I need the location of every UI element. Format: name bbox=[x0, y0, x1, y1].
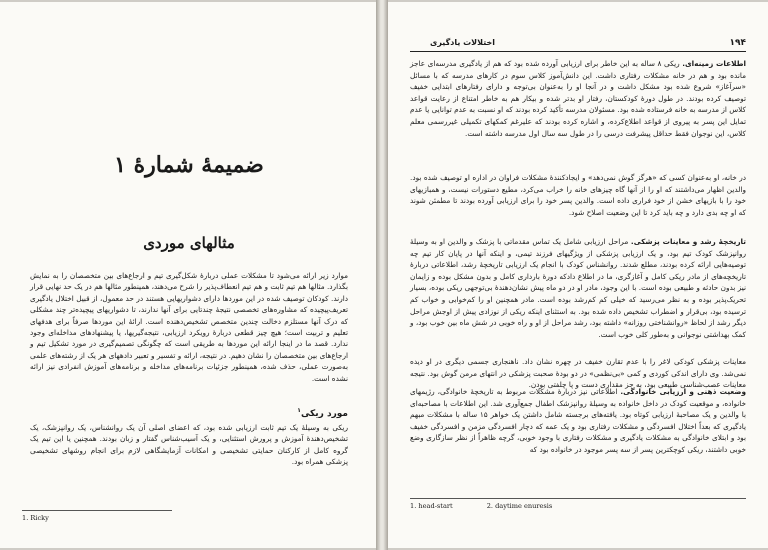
case-paragraph: ریکی به وسیلهٔ یک تیم ثابت ارزیابی شده بود، که اعضای اصلی آن یک روانشناس، یک روانپزشک، یک تشخیص‌دهندهٔ آموزش و پرورش استثنایی، و یک آسیب‌شناس گفتار و زبان بودند. همچنین یا این تیم یک گروه کامل از کارکنان حمایتی تشخیصی و امکانات آزمایشگاهی لازم برای انجام روشهای تشخیصی پزشکی همراه بود. bbox=[30, 423, 348, 467]
family-lead: وضعیت ذهنی و ارزیابی خانوادگی. bbox=[620, 387, 747, 396]
section-title: مثالهای موردی bbox=[143, 234, 235, 252]
case-heading-text: مورد ریکی bbox=[300, 409, 348, 419]
home-paragraph: در خانه، او به‌عنوان کسی که «هرگز گوش نمی‌دهد» و ایجادکنندهٔ مشکلات فراوان در اداره او توصیف شده بود. والدین اظهار می‌داشتند که او را از آنها گاه چیزهای خانه را خراب می‌کرد، مطیع دستورات نیست، و همبازیهای خود را با بازیهای خشن از خود فراری داده است. والدین پسر خود را برای ارزیابی آورده بودند تا مطمئن شوند که او چه بدی دارد و چه باید کرد تا این وضعیت اصلاح شود. bbox=[410, 173, 746, 217]
development-paragraph bbox=[410, 236, 746, 340]
footnote-2: 2. daytime enuresis bbox=[486, 502, 553, 510]
right-page bbox=[388, 2, 768, 548]
footnote-left: 1. Ricky bbox=[22, 510, 172, 522]
family-paragraph bbox=[410, 386, 746, 456]
running-head bbox=[410, 38, 746, 52]
book-gutter bbox=[376, 0, 388, 550]
background-paragraph bbox=[410, 58, 746, 139]
intro-paragraph: موارد زیر ارائه می‌شود تا مشکلات عملی دربارهٔ شکل‌گیری تیم و ارجاع‌های بین متخصصان را به نمایش بگذارد. مثالها هم تیم ثابت و هم تیم انعطاف‌پذیر را شرح می‌دهند، همینطور مثالها هم در یک حد نهایی قرار دارند. کودکان توصیف شده در این موردها دارای دشواریهایی هستند در حد معمول، از قبیل اختلال یادگیری تعریف‌پیچیده که مشاوره‌های تخصصی نتیجهٔ چندتایی برای آنها ندارند، تا دشواریهای پیچیده‌تر چند مشکلی که درک آنها مستلزم دخالت چندین متخصص تشخیص‌دهنده است. ارائهٔ این موردها صرفاً برای هدفهای تعلیم و تربیت است؛ هیچ چیز قطعی دربارهٔ رویکرد ارزیابی، نتیجه‌گیریها، یا پیشنهادهای مداخله‌ای وجود ندارد. قصد ما در اینجا ارائه این موردها به طریقی است که چگونگی تصمیم‌گیری در مورد تشکیل تیم و ارجاع‌های بین متخصصان را نشان دهیم. در نتیجه، ارائه و تفسیر و تعبیر دادههای هر یک از رشته‌های علمی به‌صورت عملی، حذف شده، همینطور جزئیات برنامه‌های مداخله و برنامه‌های آموزش انفرادی نیز ارائه نشده است. bbox=[30, 271, 348, 383]
exam-paragraph: معاینات پزشکی کودکی لاغر را با عدم تقارن خفیف در چهره نشان داد. ناهنجاری جسمی دیگری در او دیده نمی‌شد. وی دارای اندکی کوردی و کمی «بی‌نظمی» در دو بودهٔ صحبت پزشکی در انتهای مرمن گوش بود. نتیجه معاینات عصب‌شناسی طبیعی بود، به جز مقداری دست و پا چلفتی بودن. bbox=[410, 357, 746, 390]
case-heading bbox=[297, 407, 348, 419]
development-lead: تاریخچهٔ رشد و معاینات پزشکی. bbox=[630, 237, 747, 246]
footnotes-right bbox=[410, 498, 746, 510]
running-head-title: اختلالات یادگیری bbox=[430, 38, 495, 47]
case-footnote-mark: ۱ bbox=[297, 407, 301, 414]
family-text: اطلاعاتی نیز دربارهٔ مشکلات مربوط به تاریخچهٔ خانوادگی، رژیمهای خانواده، و موقعیت کودک در داخل خانواده به وسیلهٔ روانپزشک اطفال جمع‌آوری شد. این اطلاعات با مصاحبه‌ای با والدین و یک مصاحبهٔ ارزیابی کوتاه بود. یافته‌های برجسته شامل داشتن یک خواهر ۱۵ ساله با مشکلات مبهم یادگیری که بعداً اختلال افسردگی و مشکلات رفتاری بود و یک عمه که دچار افسردگی مزمن و افسردگی خفیف بود و ابتلای خانوادگی به مشکلات یادگیری و مشکلات رفتاری با وجود خوبی، گرچه ظاهراً از نظر سازگاری وضع خوبی داشتند، ریکی کوچکترین پسر از سه پسر موجود در خانواده بود که bbox=[410, 387, 746, 454]
background-lead: اطلاعات زمینه‌ای. bbox=[682, 59, 746, 68]
footnote-1: 1. head-start bbox=[410, 502, 453, 510]
page-number: ۱۹۴ bbox=[729, 38, 746, 48]
background-text: ریکی ۸ ساله به این خاطر برای ارزیابی آورده شده بود که هم از یادگیری مدرسه‌ای عاجز مانده بود و هم در خانه مشکلات رفتاری داشت. این دانش‌آموز کلاس سوم در کارهای مدرسه که با مسائل «سرآغاز» شروع شده بود مشکل داشت و در آنجا او را به‌عنوان بی‌توجه و دارای رفتارهای ابتدایی خفیف توصیف کرده بودند. در طول دورهٔ کودکستان، رفتار او بدتر شده و بیکار هم به خاطر امتناع از رعایت قواعد کلاس از مدرسه به خانه فرستاده شده بود. مسئولان مدرسه تأکید کرده بودند که او نسبت به عدم توانایی یا عدم تمایل این پسر به پیروی از قواعد اطلاع‌کرده، و اشاره کرده بودند که علیرغم کمکهای تکمیلی غیررسمی معلم کلاس، این نوجوان فقط حداقل پیشرفت درسی را در طول سه سال اول مدرسه داشته است. bbox=[410, 59, 746, 138]
development-text: مراحل ارزیابی شامل یک تماس مقدماتی با پزشک و والدین او به وسیلهٔ روانپزشک کودک تیم بود، و یک ارزیابی پزشکی از ویژگیهای فرزند تیمی، و اینکه آنها در پایان کار تیم چه توصیه‌هایی ارائه کرده بودند، مطلع شدند. روانشناس کودک با انجام یک ارزیابی تاریخچهٔ رشد، اطلاعاتی دربارهٔ تاریخچه‌های از مادر ریکی کامل و آغازگری، ما در اطلاع دادکه دورهٔ بارداری کامل و بدون مشکل بوده و زایمان نیز بدون حادثه و طبیعی بوده است. با این وجود، مادر او در دو ماه پیش نشان‌دهندهٔ بی‌توجهی ریکی بوده، بسیار تحریک‌پذیر بوده و به نظر می‌رسید که خیلی کم کم‌رشد بوده است. مادر همچنین او را کم‌خوابی و خواب کم ترسیده بود، بی‌قرار و اضطراب تشخیص داده شده بود. به استثنای اینکه ریکی از نوزادی پیش از اوجش مراحل دیگر رشد از لحاظ «روانشناختی روزانه» داشته بود، رشد مراحل از او و راه خوبی در شش ماه بین خوب بود، و کمک بهداشتی نوجوانی و به‌طور کلی خوب است. bbox=[410, 237, 746, 339]
appendix-title: ضمیمهٔ شمارهٔ ۱ bbox=[114, 152, 264, 178]
left-page bbox=[0, 2, 376, 548]
